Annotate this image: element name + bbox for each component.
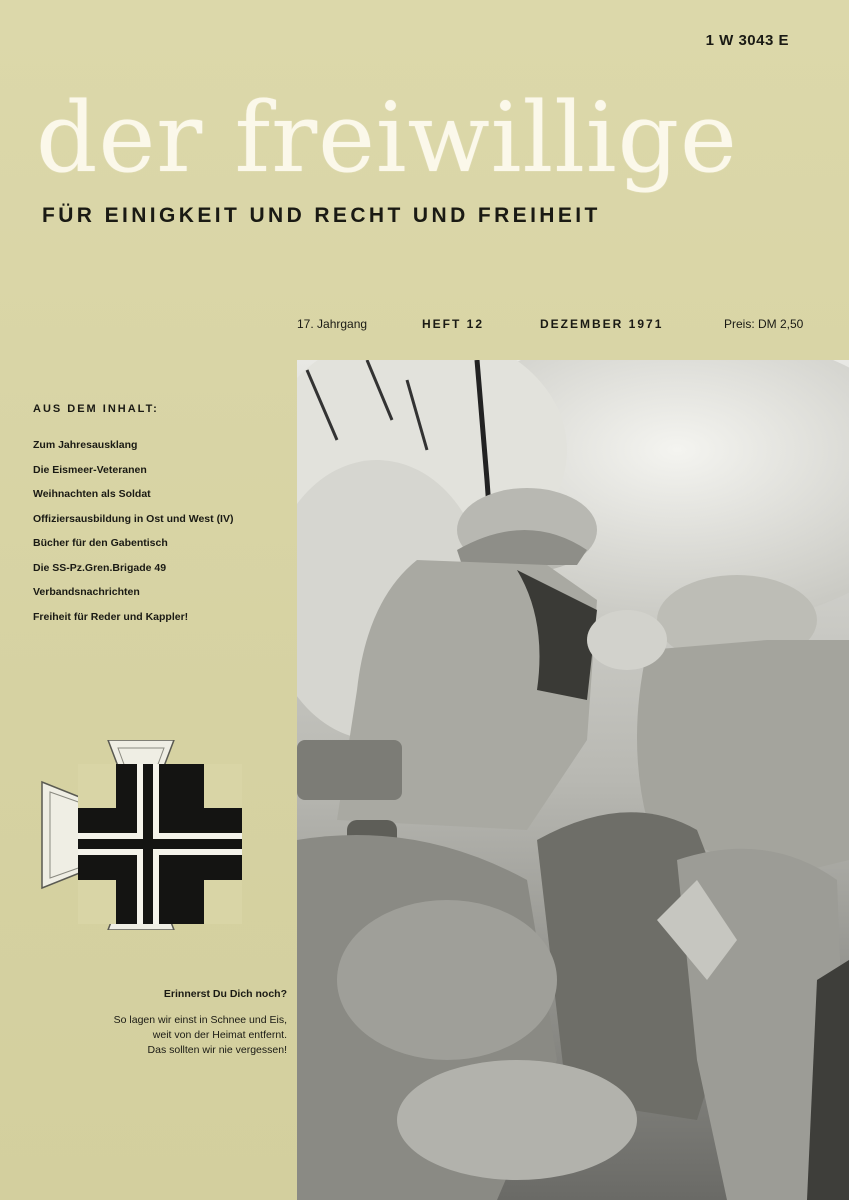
caption-line: Das sollten wir nie vergessen! xyxy=(147,1044,287,1056)
contents-item: Weihnachten als Soldat xyxy=(33,488,151,500)
contents-list xyxy=(33,433,233,629)
caption-text xyxy=(114,1013,287,1058)
contents-item: Zum Jahresausklang xyxy=(33,439,138,451)
iron-cross-emblem xyxy=(40,740,250,930)
caption-line: So lagen wir einst in Schnee und Eis, xyxy=(113,1014,287,1026)
issue-year: 17. Jahrgang xyxy=(297,317,368,331)
contents-heading: AUS DEM INHALT: xyxy=(33,403,159,415)
contents-item: Die SS-Pz.Gren.Brigade 49 xyxy=(33,561,167,574)
contents-item: Freiheit für Reder und Kappler! xyxy=(33,610,189,623)
issue-price: Preis: DM 2,50 xyxy=(724,317,804,331)
cover-photo xyxy=(297,360,849,1200)
contents-item: Verbandsnachrichten xyxy=(33,586,140,598)
caption-heading: Erinnerst Du Dich noch? xyxy=(163,988,287,1000)
contents-item: Die Eismeer-Veteranen xyxy=(33,463,147,476)
contents-item: Offiziersausbildung in Ost und West (IV) xyxy=(33,512,234,525)
magazine-subtitle: FÜR EINIGKEIT UND RECHT UND FREIHEIT xyxy=(42,204,601,227)
issue-code: 1 W 3043 E xyxy=(705,32,789,49)
issue-number: HEFT 12 xyxy=(422,317,485,331)
magazine-title: der freiwillige xyxy=(36,82,738,194)
caption-line: weit von der Heimat entfernt. xyxy=(152,1029,287,1041)
contents-item: Bücher für den Gabentisch xyxy=(33,537,168,549)
issue-date: DEZEMBER 1971 xyxy=(540,317,664,331)
